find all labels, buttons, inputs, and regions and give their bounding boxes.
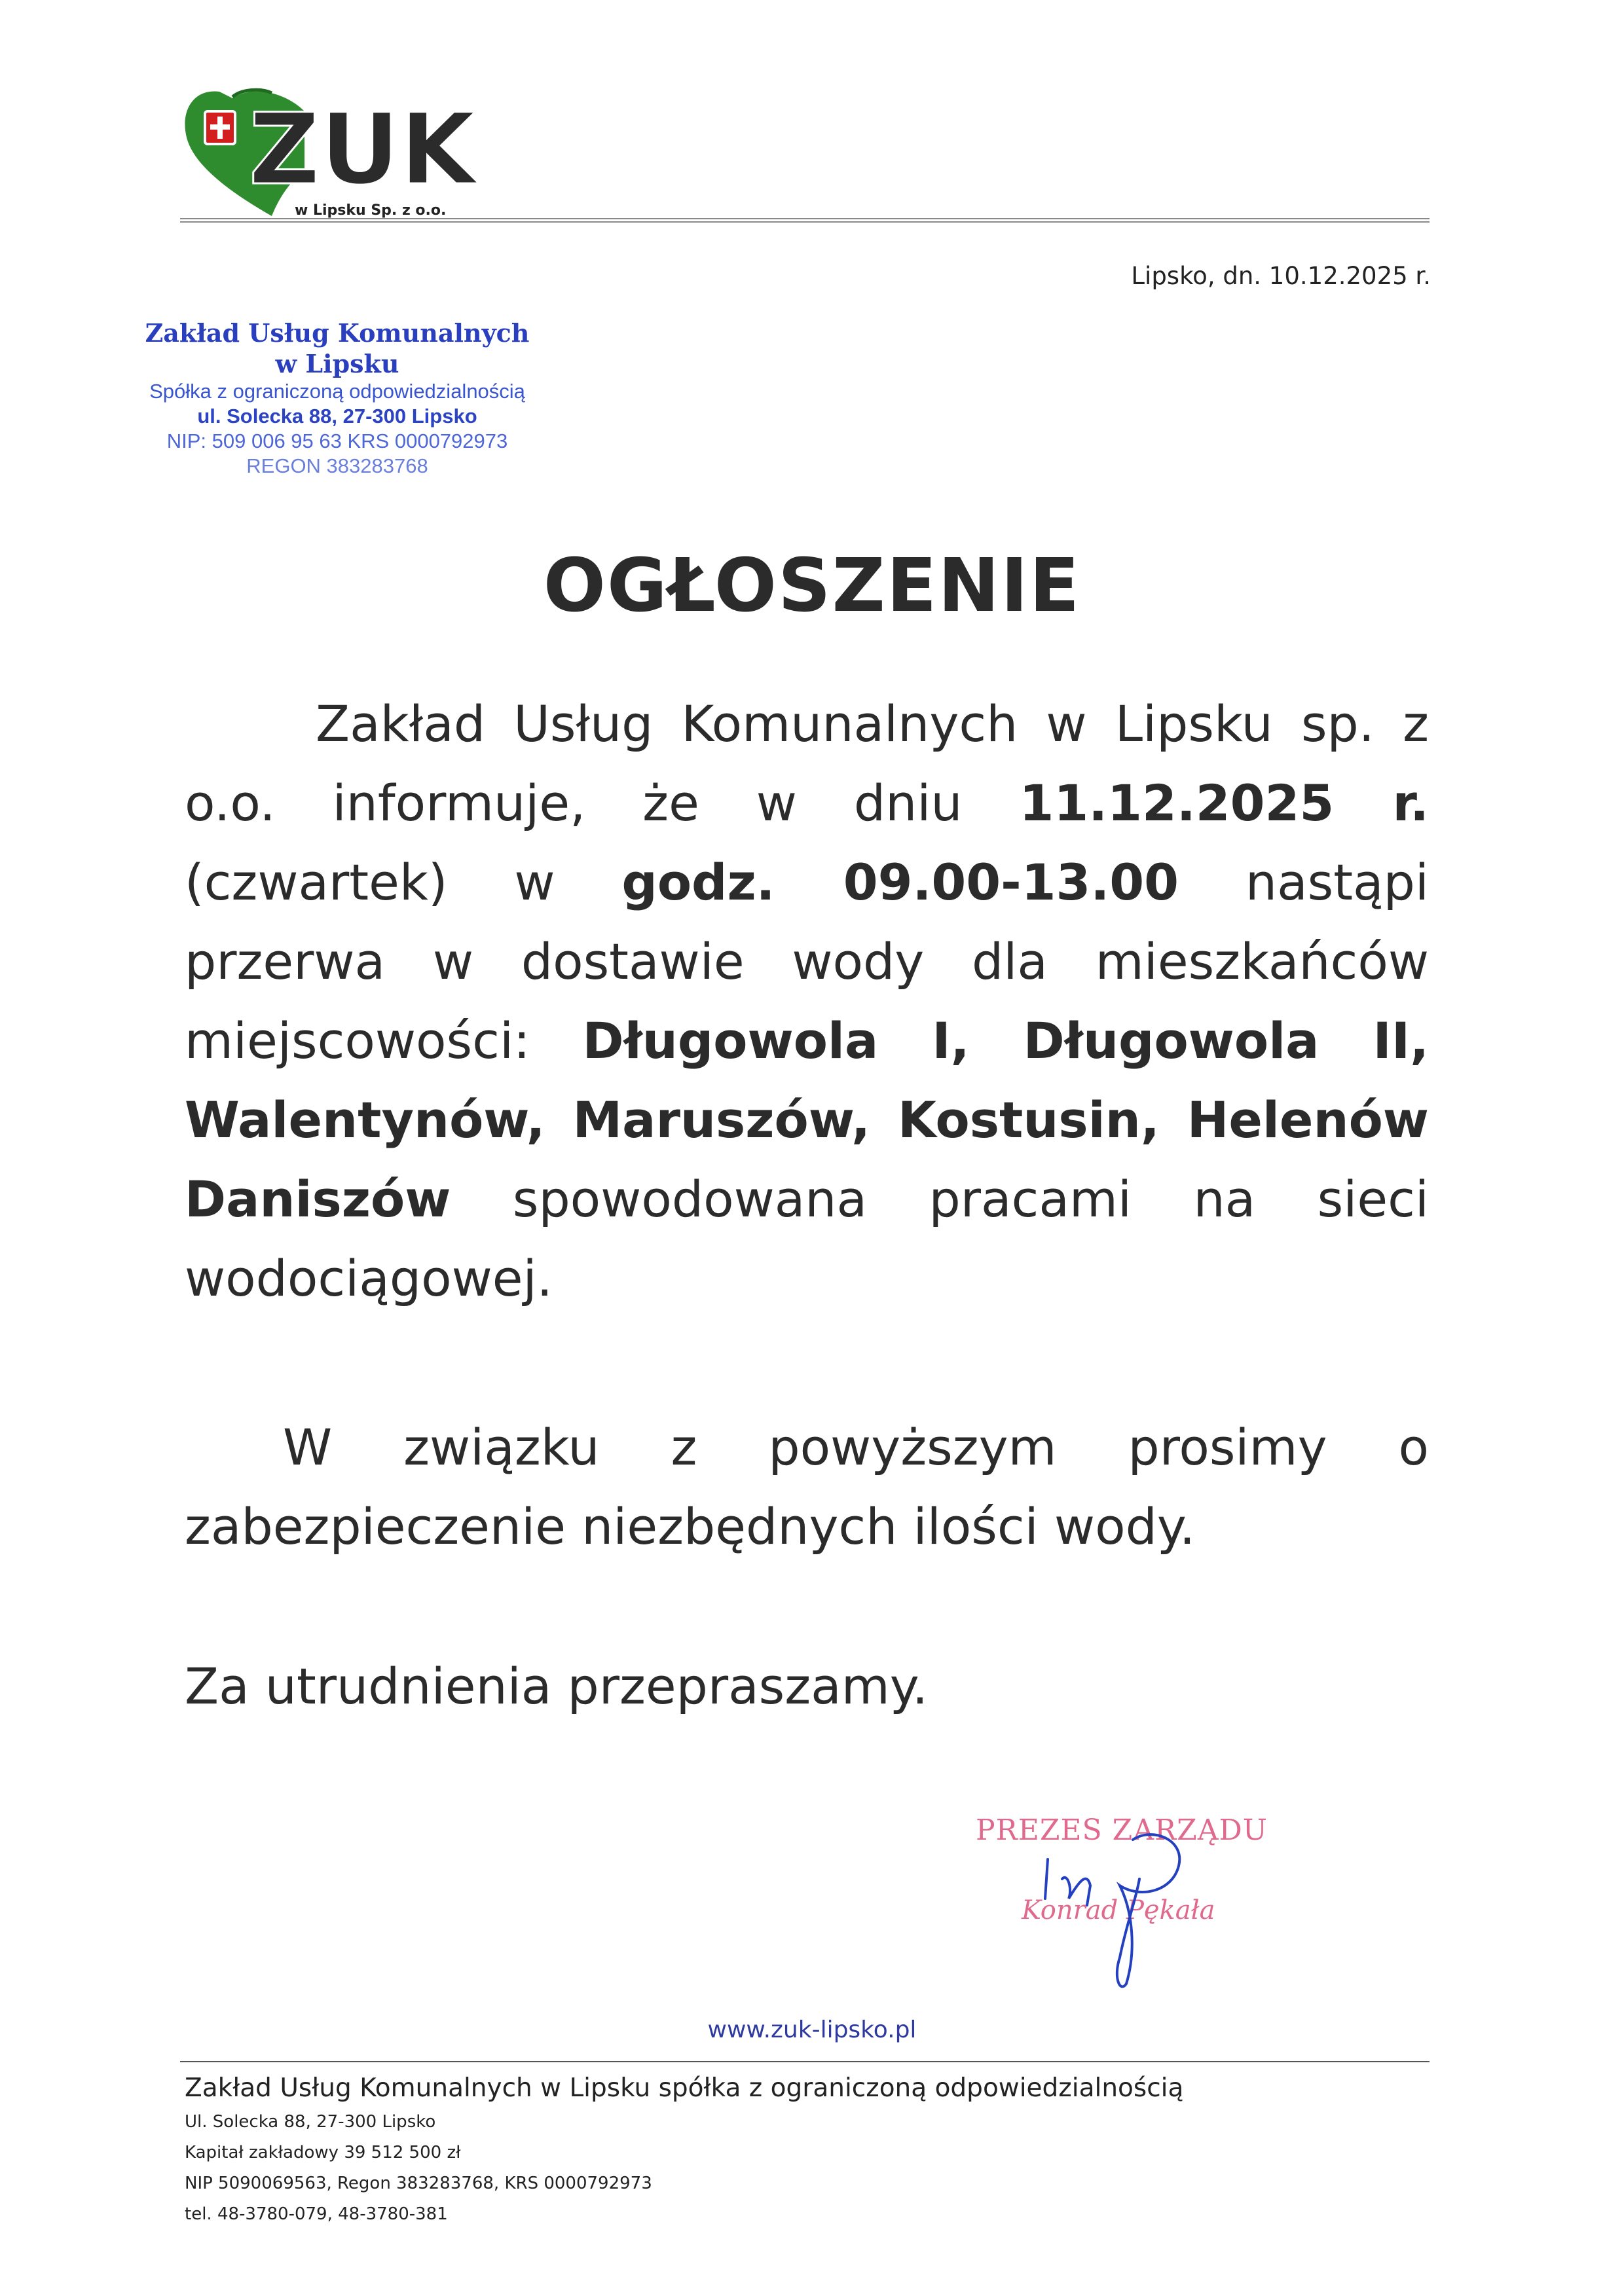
- zuk-logo-graphic: [180, 85, 481, 223]
- footer-capital: Kapitał zakładowy 39 512 500 zł: [185, 2143, 461, 2162]
- signature-name: Konrad Pękała: [1022, 1895, 1215, 1925]
- signature-title: PREZES ZARZĄDU: [976, 1813, 1268, 1847]
- footer: [185, 2070, 1429, 2230]
- footer-divider: [180, 2061, 1430, 2062]
- page-title: OGŁOSZENIE: [543, 543, 1081, 629]
- svg-text:ZUK: ZUK: [249, 93, 476, 207]
- footer-website-link[interactable]: www.zuk-lipsko.pl: [707, 2016, 917, 2043]
- stamp-line-type: Spółka z ograniczoną odpowiedzialnością: [149, 380, 525, 403]
- footer-company-name: Zakład Usług Komunalnych w Lipsku spółka z ograniczoną odpowiedzialnością: [185, 2073, 1184, 2103]
- stamp-line-ids: NIP: 509 006 95 63 KRS 0000792973: [166, 429, 508, 452]
- announcement-paragraph-2: W związku z powyższym prosimy o zabezpieczenie niezbędnych ilości wody.: [185, 1418, 1429, 1556]
- stamp-line-regon: REGON 383283768: [246, 454, 428, 477]
- outage-hours: godz. 09.00-13.00: [621, 853, 1179, 911]
- company-stamp: [118, 318, 557, 479]
- text-weekday: (czwartek) w: [185, 853, 622, 911]
- header-divider: [180, 218, 1430, 223]
- company-logo: [180, 85, 481, 223]
- footer-ids: NIP 5090069563, Regon 383283768, KRS 0000792973: [185, 2174, 652, 2193]
- footer-phone: tel. 48-3780-079, 48-3780-381: [185, 2204, 448, 2224]
- stamp-line-city: w Lipsku: [275, 349, 399, 378]
- stamp-line-address: ul. Solecka 88, 27-300 Lipsko: [197, 405, 477, 428]
- document-date: Lipsko, dn. 10.12.2025 r.: [1131, 262, 1431, 290]
- text-outage: nastąpi przerwa w dostawie wody dla mieszkańców miejscowości:: [185, 853, 1429, 1070]
- outage-date: 11.12.2025 r.: [1019, 774, 1430, 832]
- announcement-paragraph-1: [185, 684, 1429, 1318]
- footer-address: Ul. Solecka 88, 27-300 Lipsko: [185, 2112, 436, 2132]
- text-intro: Zakład Usług Komunalnych w Lipsku sp. z o.o. informuje, że w dniu: [185, 695, 1429, 832]
- handwritten-signature: [1022, 1827, 1218, 1997]
- text-reason: spowodowana pracami na sieci wodociągowej.: [185, 1170, 1429, 1307]
- announcement-apology: Za utrudnienia przepraszamy.: [185, 1657, 929, 1715]
- announcement-body: [185, 684, 1429, 1318]
- affected-places: Długowola I, Długowola II, Walentynów, Maruszów, Kostusin, Helenów Daniszów: [185, 1011, 1429, 1228]
- svg-text:w Lipsku Sp. z o.o.: w Lipsku Sp. z o.o.: [295, 202, 447, 219]
- stamp-line-name: Zakład Usług Komunalnych: [145, 318, 530, 348]
